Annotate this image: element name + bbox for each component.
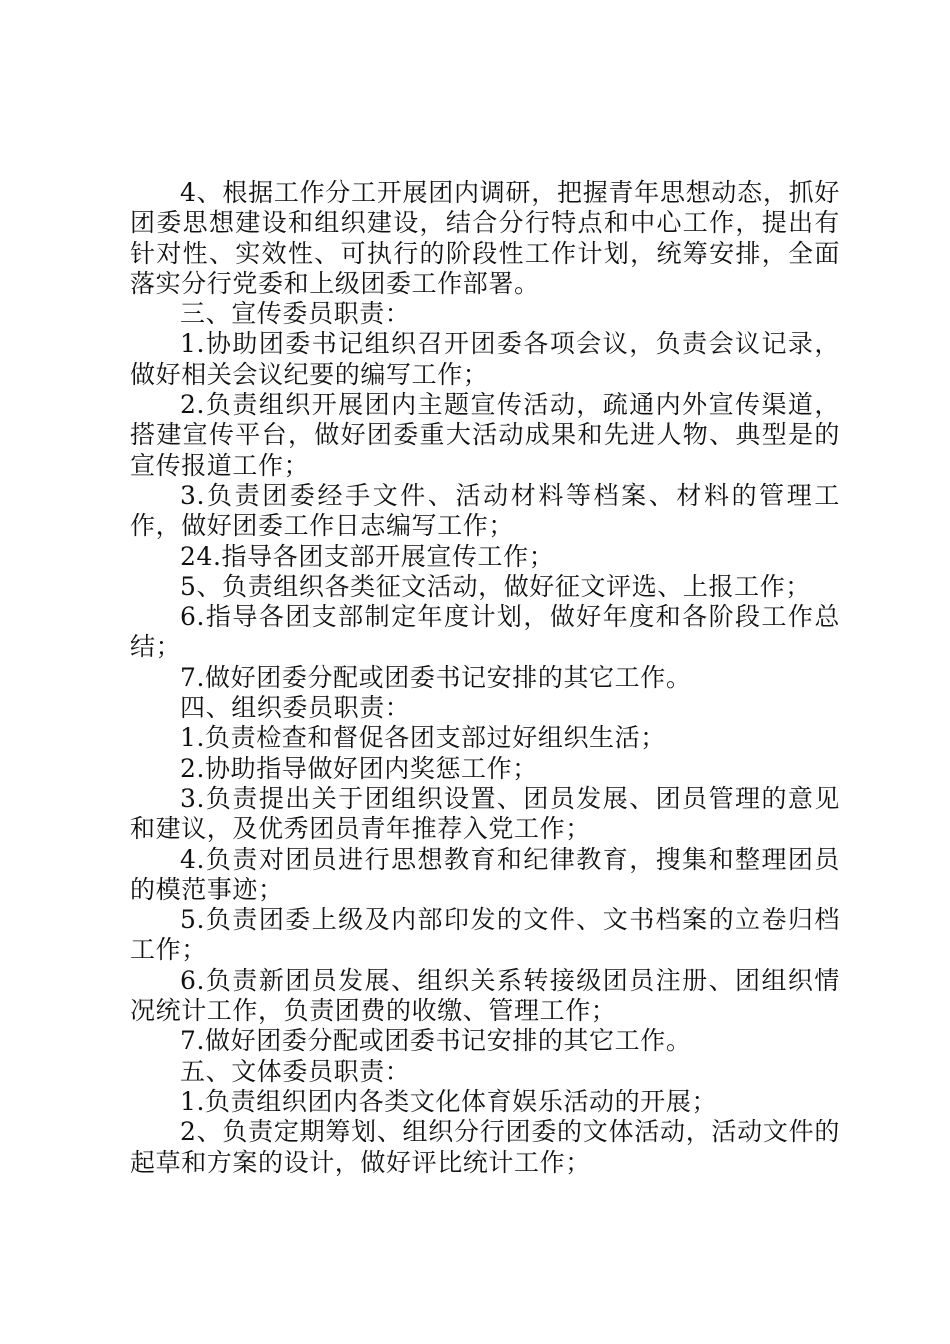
section-heading-organization: 四、组织委员职责： bbox=[180, 693, 411, 723]
paragraph-8: 6.指导各团支部制定年度计划，做好年度和各阶段工作总结； bbox=[130, 602, 840, 662]
paragraph-6: 24.指导各团支部开展宣传工作； bbox=[180, 541, 555, 571]
paragraph-5: 3.负责团委经手文件、活动材料等档案、材料的管理工作，做好团委工作日志编写工作； bbox=[130, 480, 840, 541]
paragraph-1: 4、根据工作分工开展团内调研，把握青年思想动态，抓好团委思想建设和组织建设，结合分行特点和中心工作，提出有针对性、实效性、可执行的阶段性工作计划，统筹安排，全面落实分行党委和上级团委工作部署。 bbox=[130, 178, 840, 298]
paragraph-11: 1.负责检查和督促各团支部过好组织生活； bbox=[180, 723, 666, 753]
document-body bbox=[130, 178, 840, 1178]
paragraph-15: 5.负责团委上级及内部印发的文件、文书档案的立卷归档工作； bbox=[130, 905, 840, 965]
paragraph-7: 5、负责组织各类征文活动，做好征文评选、上报工作； bbox=[180, 571, 811, 601]
paragraph-20: 2、负责定期筹划、组织分行团委的文体活动，活动文件的起草和方案的设计，做好评比统计工作； bbox=[130, 1117, 840, 1177]
paragraph-19: 1.负责组织团内各类文化体育娱乐活动的开展； bbox=[180, 1086, 718, 1116]
paragraph-12: 2.协助指导做好团内奖惩工作； bbox=[180, 753, 538, 783]
paragraph-13: 3.负责提出关于团组织设置、团员发展、团员管理的意见和建议，及优秀团员青年推荐入党工作； bbox=[130, 783, 840, 844]
paragraph-16: 6.负责新团员发展、组织关系转接级团员注册、团组织情况统计工作，负责团费的收缴、管理工作； bbox=[130, 965, 840, 1026]
paragraph-14: 4.负责对团员进行思想教育和纪律教育，搜集和整理团员的模范事迹； bbox=[130, 844, 840, 904]
section-heading-culture-sports: 五、文体委员职责： bbox=[180, 1056, 411, 1086]
paragraph-9: 7.做好团委分配或团委书记安排的其它工作。 bbox=[180, 662, 692, 692]
section-heading-publicity: 三、宣传委员职责： bbox=[180, 299, 411, 329]
paragraph-4: 2.负责组织开展团内主题宣传活动，疏通内外宣传渠道，搭建宣传平台，做好团委重大活动成果和先进人物、典型是的宣传报道工作； bbox=[130, 390, 840, 480]
paragraph-3: 1.协助团委书记组织召开团委各项会议，负责会议记录，做好相关会议纪要的编写工作； bbox=[130, 329, 840, 389]
paragraph-17: 7.做好团委分配或团委书记安排的其它工作。 bbox=[180, 1026, 692, 1056]
